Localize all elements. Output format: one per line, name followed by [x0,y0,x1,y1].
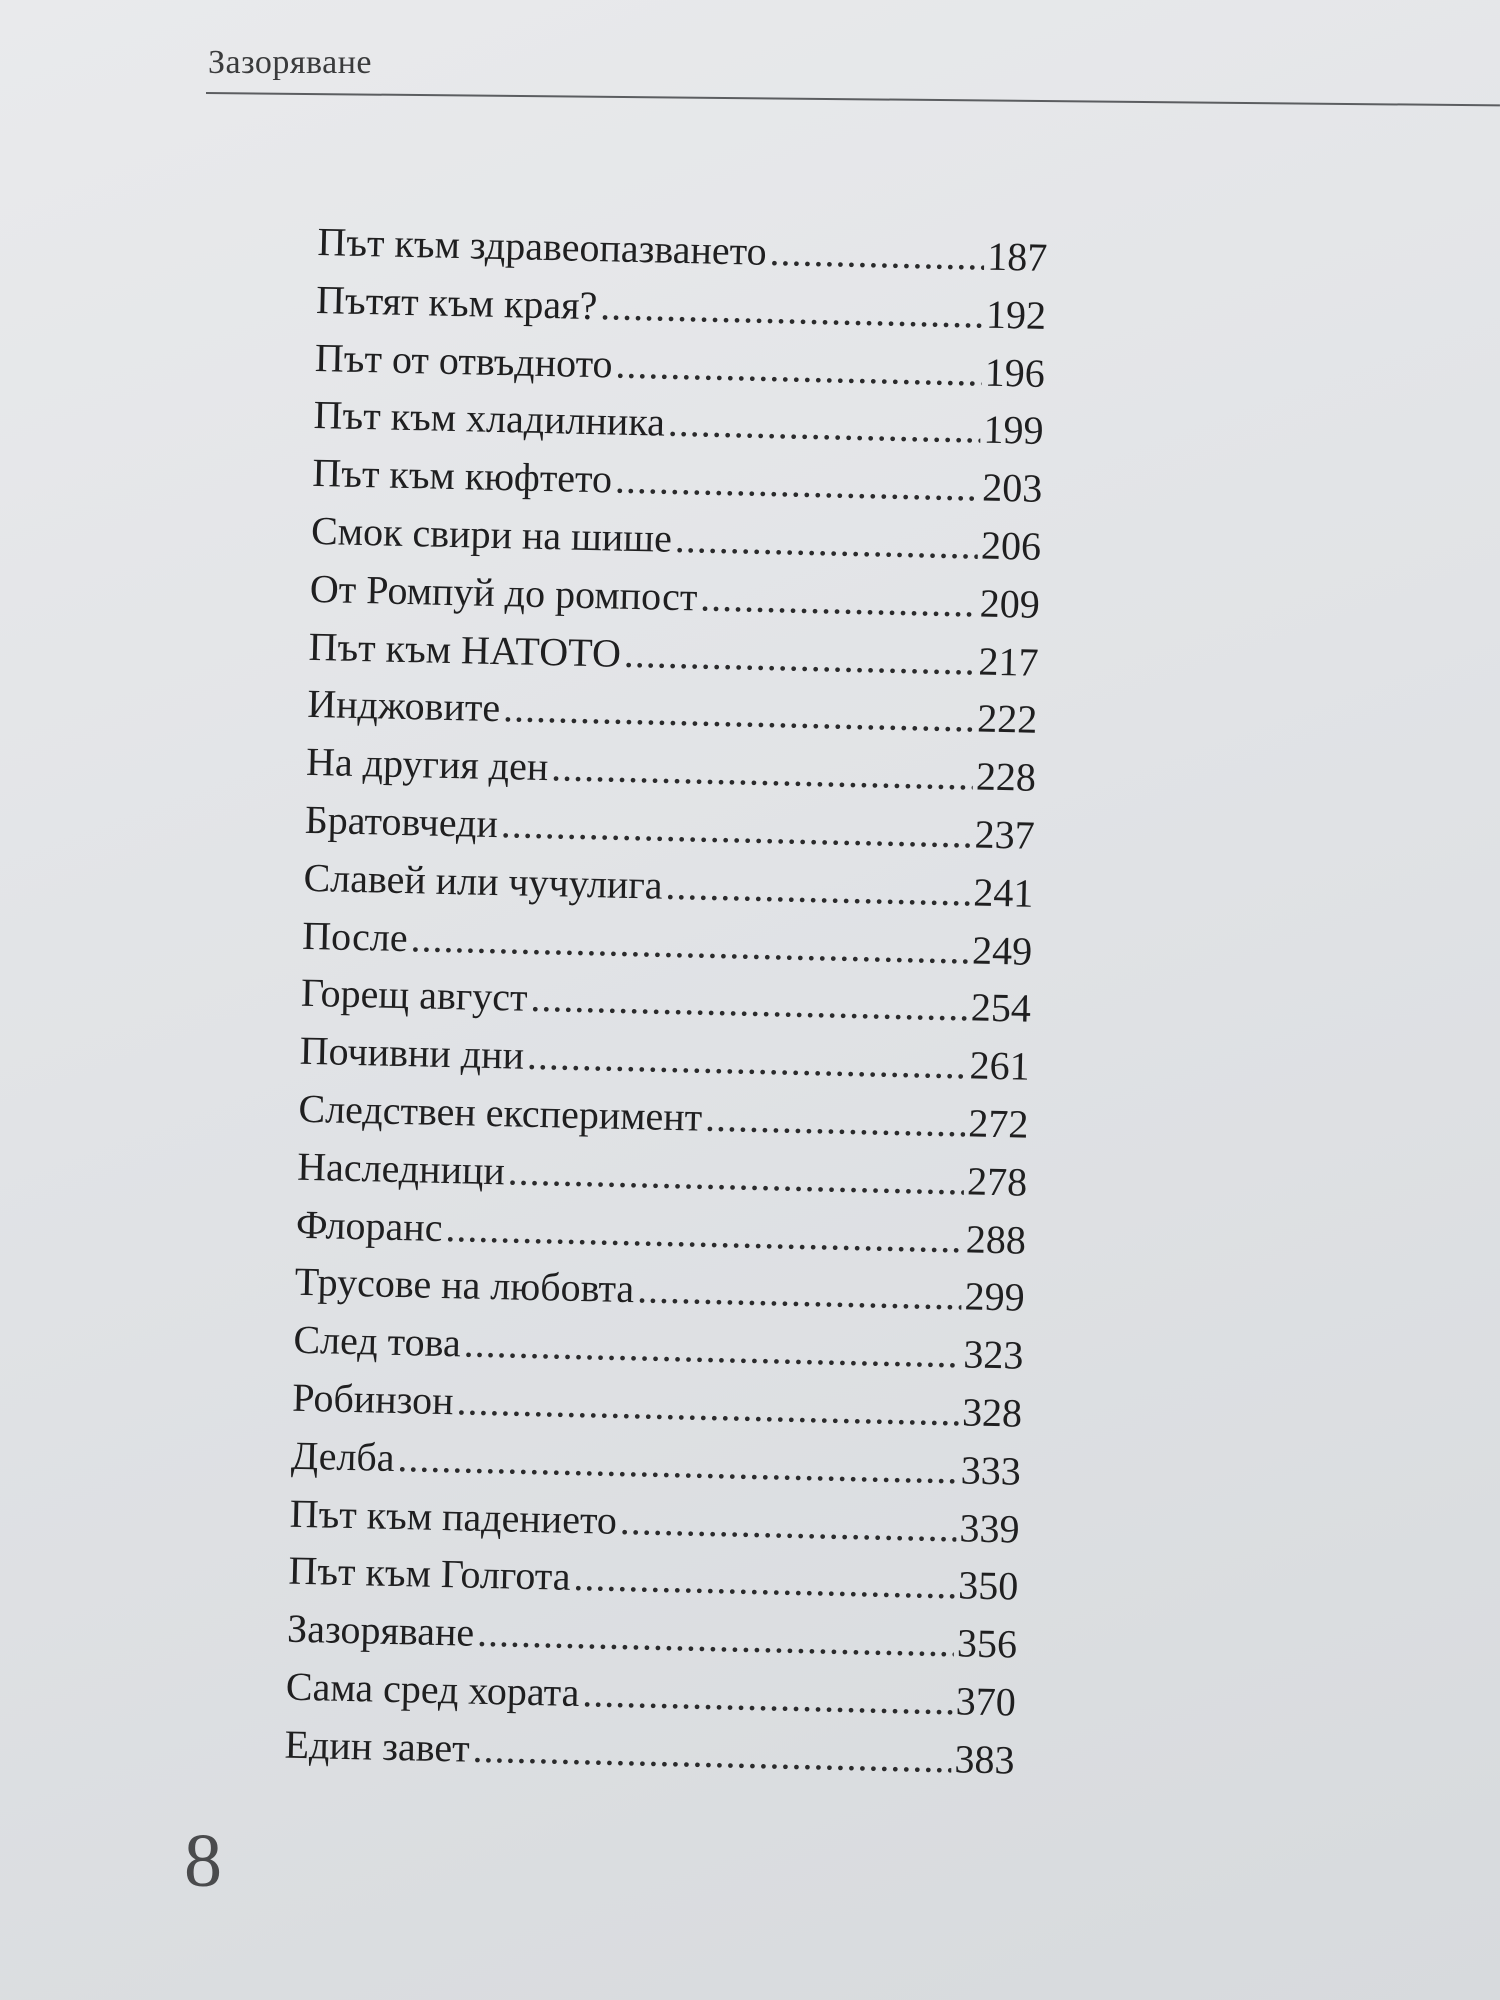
toc-entry-title: На другия ден [305,739,549,790]
dot-leader [477,1609,955,1666]
toc-entry-page: 323 [962,1331,1024,1378]
toc-entry-page: 192 [985,291,1047,338]
toc-entry-title: Път към НАТОТО [308,623,622,676]
toc-entry-title: Път към падението [289,1490,618,1543]
toc-entry-title: Път към Голгота [287,1548,572,1600]
toc-entry-title: След това [293,1316,462,1366]
toc-entry-title: Флоранс [295,1201,443,1250]
toc-entry-title: Смок свири на шише [310,507,673,561]
toc-entry-page: 217 [978,638,1039,685]
toc-entry-title: Робинзон [291,1374,455,1424]
dot-leader [500,800,972,857]
dot-leader [573,1553,956,1608]
toc-entry-title: Път към кюфтето [311,450,613,502]
dot-leader [667,399,981,453]
running-header: Зазоряване [208,44,372,81]
toc-entry-page: 203 [981,464,1043,512]
toc-entry-page: 370 [955,1678,1017,1725]
toc-entry-title: Път към хладилника [313,392,666,446]
toc-entry-title: Славей или чучулига [303,854,664,908]
toc-entry-page: 209 [979,580,1041,627]
toc-entry-page: 288 [965,1215,1027,1263]
toc-entry-page: 254 [970,984,1032,1032]
toc-entry-title: Сама сред хората [285,1663,580,1715]
toc-entry-title: После [301,912,409,960]
toc-entry-page: 187 [986,233,1048,280]
toc-entry-title: Горещ август [300,970,528,1021]
toc-entry-title: Зазоряване [286,1605,475,1655]
toc-entry-page: 261 [969,1042,1031,1089]
dot-leader [674,515,978,569]
dot-leader [472,1724,952,1781]
dot-leader [507,1147,964,1204]
toc-entry-title: От Ромпуй до ромпост [309,565,698,620]
toc-entry-page: 333 [960,1447,1022,1494]
dot-leader [705,1094,966,1147]
toc-entry-title: Делба [290,1432,396,1480]
dot-leader [700,573,977,626]
toc-entry-page: 350 [957,1562,1019,1609]
toc-entry-title: Почивни дни [299,1027,525,1078]
toc-entry-page: 339 [959,1504,1021,1552]
dot-leader [769,228,985,280]
toc-entry-title: Братовчеди [304,796,499,847]
dot-leader [623,629,976,684]
toc-entry-page: 241 [972,869,1034,916]
toc-entry-page: 206 [980,522,1042,569]
dot-leader [600,282,984,337]
toc-entry-title: Инджовите [306,681,501,731]
toc-entry-page: 299 [964,1273,1026,1321]
dot-leader [615,340,982,395]
dot-leader [445,1204,963,1262]
toc-entry-title: Следствен експеримент [298,1085,703,1140]
toc-entry-page: 383 [954,1735,1016,1783]
toc-entry-page: 328 [961,1389,1023,1436]
toc-entry-page: 196 [984,349,1046,396]
toc-entry-title: Път от отвъдното [314,334,614,387]
toc-entry-page: 199 [983,406,1045,454]
toc-entry-title: Наследници [296,1143,506,1194]
dot-leader [463,1320,961,1378]
dot-leader [615,456,980,511]
dot-leader [530,974,968,1031]
dot-leader [456,1377,960,1435]
dot-leader [527,1032,968,1089]
toc-entry-title: Път към здравеопазването [316,218,768,274]
toc-entry-page: 272 [967,1100,1029,1147]
dot-leader [665,862,971,916]
toc-entry-page: 249 [971,927,1033,974]
toc-entry-title: Трусове на любовта [294,1259,635,1312]
dot-leader [551,743,974,799]
dot-leader [582,1669,953,1724]
toc-entry-page: 228 [975,753,1037,800]
table-of-contents [284,218,1048,1794]
header-rule [206,92,1500,106]
toc-entry-title: Един завет [284,1721,471,1771]
toc-entry-page: 356 [956,1620,1018,1667]
page-number: 8 [184,1819,222,1903]
dot-leader [637,1266,962,1320]
dot-leader [503,685,975,742]
toc-entry-page: 222 [976,695,1038,743]
toc-entry-page: 237 [974,811,1036,858]
toc-entry-title: Пътят към края? [315,276,598,328]
dot-leader [619,1496,957,1550]
toc-entry-page: 278 [966,1158,1028,1205]
